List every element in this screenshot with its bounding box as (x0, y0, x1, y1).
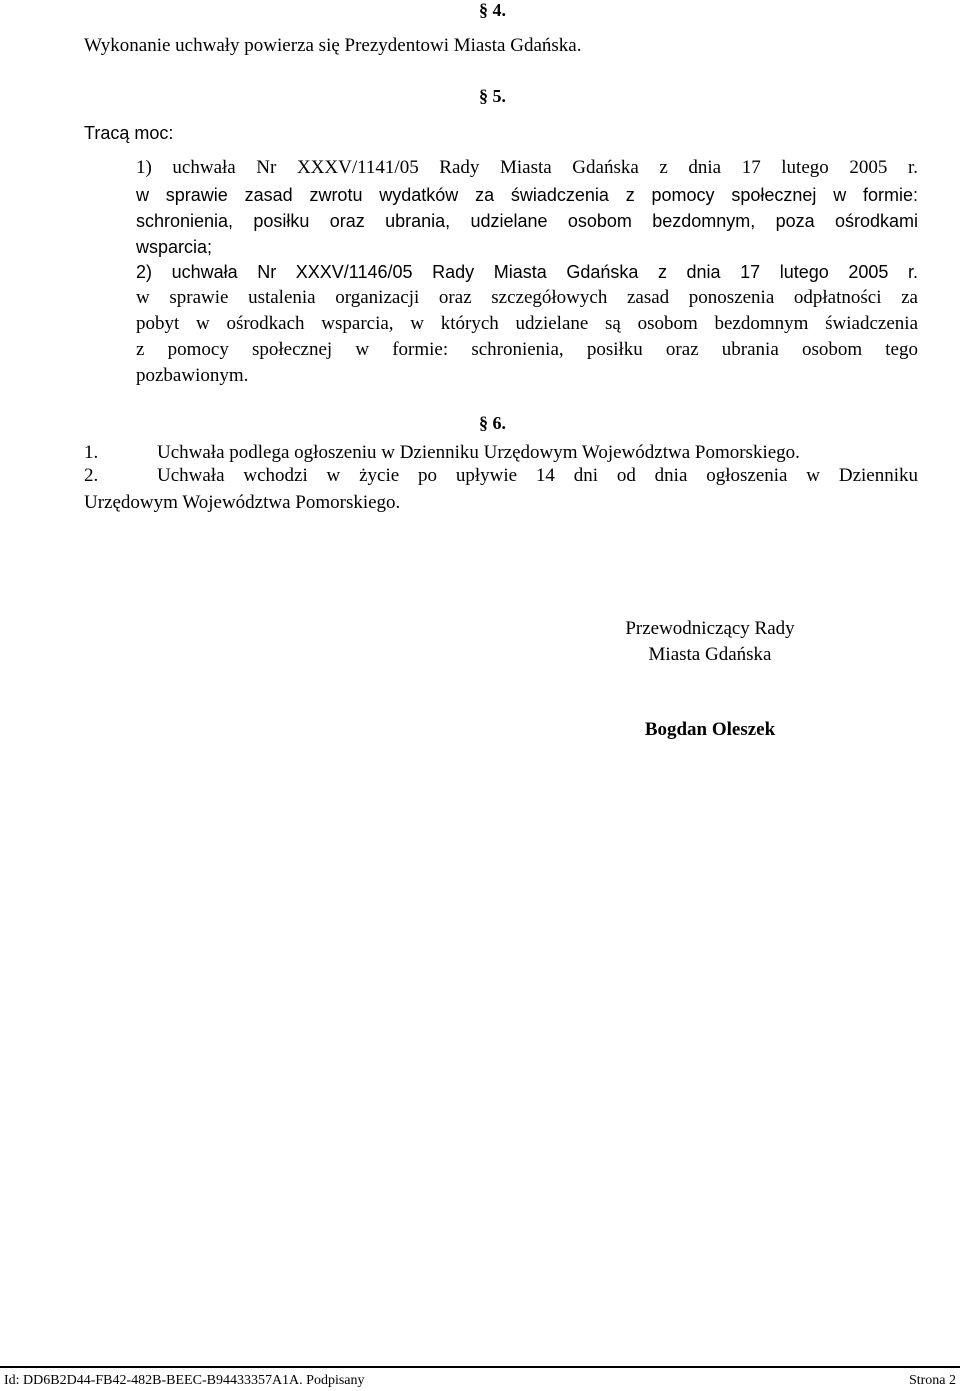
item-2-line-3: pobyt w ośrodkach wsparcia, w których udzielane są osobom bezdomnym świadczenia (136, 313, 918, 334)
item-1-line-3: schronienia, posiłku oraz ubrania, udzielane osobom bezdomnym, poza ośrodkami (136, 211, 918, 231)
s6-item-1-number: 1. (84, 442, 99, 463)
footer-divider (0, 1366, 960, 1368)
section-4-text: Wykonanie uchwały powierza się Prezydentowi Miasta Gdańska. (84, 35, 582, 56)
section-4-heading: § 4. (479, 0, 506, 20)
document-id: Id: DD6B2D44-FB42-482B-BEEC-B94433357A1A. Podpisany (4, 1373, 365, 1388)
repealed-intro: Tracą moc: (84, 123, 174, 143)
signature-title-line-1: Przewodniczący Rady (625, 618, 795, 639)
item-1-line-4: wsparcia; (136, 237, 213, 257)
s6-item-2-text-line-1: Uchwała wchodzi w życie po upływie 14 dni od dnia ogłoszenia w Dzienniku (157, 465, 918, 486)
item-2-line-4: z pomocy społecznej w formie: schronienia, posiłku oraz ubrania osobom tego (136, 339, 918, 360)
signatory-name: Bogdan Oleszek (644, 719, 776, 740)
item-2-line-1: 2) uchwała Nr XXXV/1146/05 Rady Miasta Gdańska z dnia 17 lutego 2005 r. (136, 262, 918, 282)
signature-title-line-2: Miasta Gdańska (648, 644, 772, 665)
s6-item-1-text: Uchwała podlega ogłoszeniu w Dzienniku Urzędowym Województwa Pomorskiego. (157, 442, 800, 463)
section-5-heading: § 5. (479, 86, 506, 106)
item-1-line-2: w sprawie zasad zwrotu wydatków za świadczenia z pomocy społecznej w formie: (136, 185, 918, 205)
item-1-line-1: 1) uchwała Nr XXXV/1141/05 Rady Miasta Gdańska z dnia 17 lutego 2005 r. (136, 157, 918, 178)
s6-item-2-number: 2. (84, 465, 99, 486)
page-number: Strona 2 (908, 1373, 956, 1388)
item-2-line-5: pozbawionym. (136, 365, 249, 386)
s6-item-2-text-line-2: Urzędowym Województwa Pomorskiego. (84, 492, 401, 513)
section-6-heading: § 6. (479, 413, 506, 433)
item-2-line-2: w sprawie ustalenia organizacji oraz szczegółowych zasad ponoszenia odpłatności za (136, 287, 918, 308)
